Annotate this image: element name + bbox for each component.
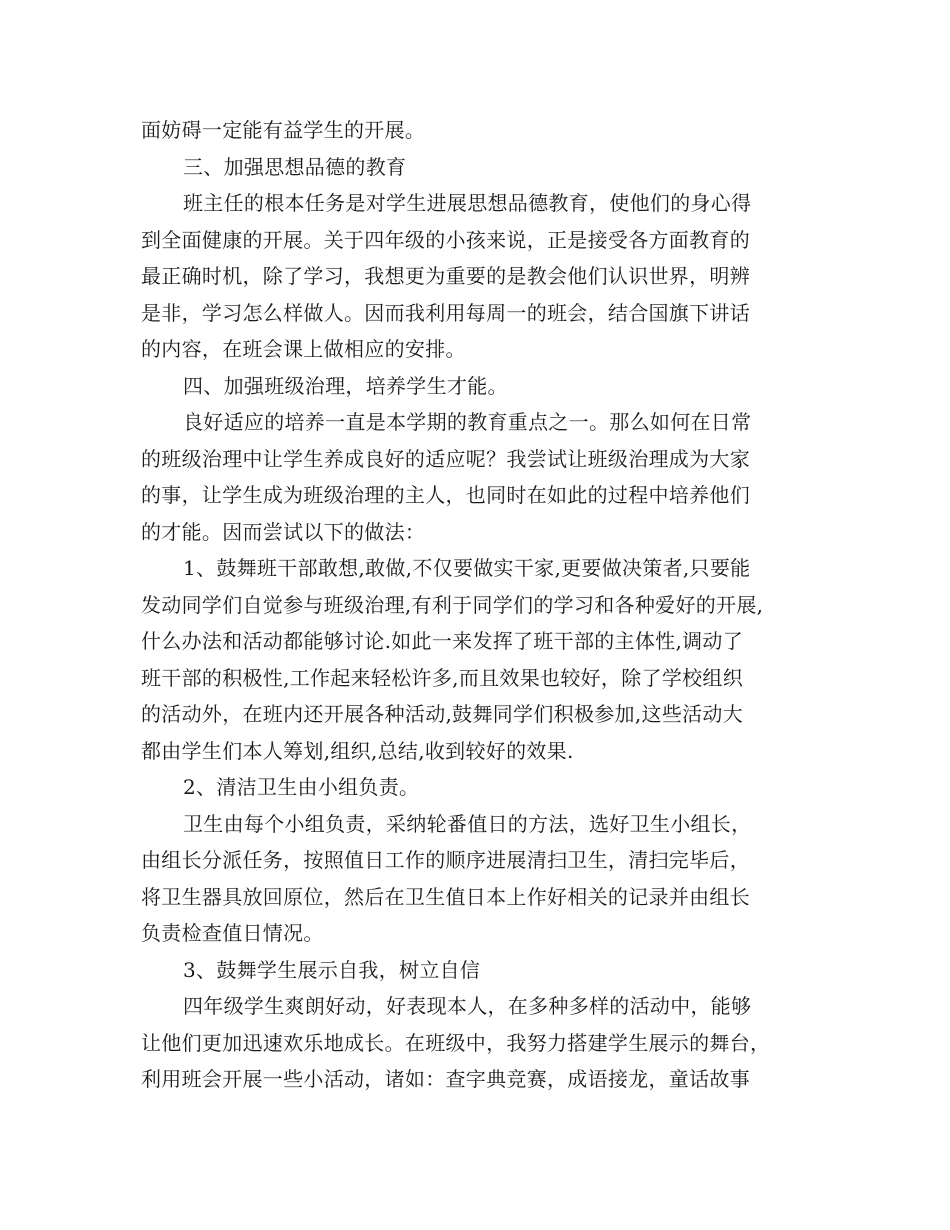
text-line: 的班级治理中让学生养成良好的适应呢？我尝试让班级治理成为大家 [141,446,750,471]
text-line: 将卫生器具放回原位，然后在卫生值日本上作好相关的记录并由组长 [141,884,750,909]
document-body [141,112,821,1098]
text-line: 的活动外，在班内还开展各种活动,鼓舞同学们积极参加,这些活动大 [141,702,744,726]
text-line: 3、鼓舞学生展示自我，树立自信 [183,957,481,982]
text-line: 班主任的根本任务是对学生进展思想品德教育，使他们的身心得 [183,191,752,215]
text-line: 班干部的积极性,工作起来轻松许多,而且效果也较好，除了学校组织 [141,665,744,690]
text-line: 2、清洁卫生由小组负责。 [183,775,420,799]
text-line: 让他们更加迅速欢乐地成长。在班级中，我努力搭建学生展示的舞台， [141,1030,771,1055]
text-line: 由组长分派任务，按照值日工作的顺序进展清扫卫生，清扫完毕后， [141,848,750,872]
text-line: 都由学生们本人筹划,组织,总结,收到较好的效果. [141,738,574,763]
text-line: 卫生由每个小组负责，采纳轮番值日的方法，选好卫生小组长， [183,811,752,836]
text-line: 发动同学们自觉参与班级治理,有利于同学们的学习和各种爱好的开展, [141,592,764,617]
text-line: 什么办法和活动都能够讨论.如此一来发挥了班干部的主体性,调动了 [141,629,744,653]
text-line: 最正确时机，除了学习，我想更为重要的是教会他们认识世界，明辨 [141,264,750,288]
text-line: 面妨碍一定能有益学生的开展。 [141,118,426,142]
text-line: 良好适应的培养一直是本学期的教育重点之一。那么如何在日常 [183,410,752,434]
text-line: 到全面健康的开展。关于四年级的小孩来说，正是接受各方面教育的 [141,227,750,252]
text-line: 的内容，在班会课上做相应的安排。 [141,337,466,361]
text-line: 的事，让学生成为班级治理的主人，也同时在如此的过程中培养他们 [141,483,750,507]
text-line: 的才能。因而尝试以下的做法： [141,519,426,544]
text-line: 负责检查值日情况。 [141,921,324,945]
text-line: 利用班会开展一些小活动，诸如：查字典竞赛，成语接龙，童话故事 [141,1067,750,1091]
text-line: 四、加强班级治理，培养学生才能。 [183,373,508,398]
text-line: 1、鼓舞班干部敢想,敢做,不仅要做实干家,更要做决策者,只要能 [183,556,751,580]
text-line: 四年级学生爽朗好动，好表现本人，在多种多样的活动中，能够 [183,994,752,1018]
text-line: 三、加强思想品德的教育 [183,154,407,179]
text-line: 是非，学习怎么样做人。因而我利用每周一的班会，结合国旗下讲话 [141,300,750,325]
